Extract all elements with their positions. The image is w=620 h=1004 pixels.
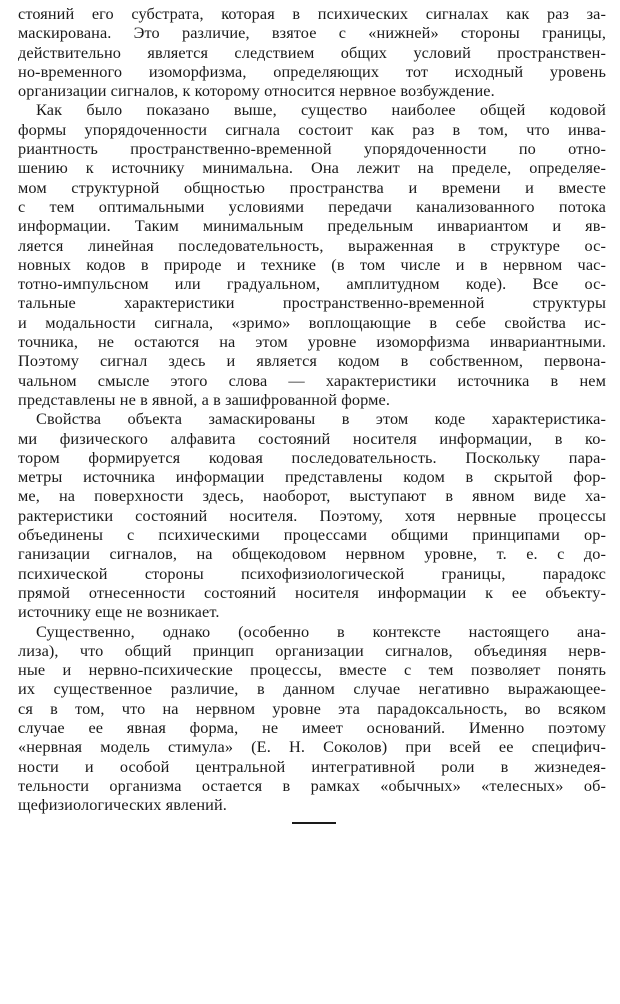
text-line: риантность пространственно-временной упорядоченности по отно-	[18, 139, 606, 159]
text-line: шению к источнику минимальна. Она лежит на пределе, определяе-	[18, 158, 606, 178]
text-line: действительно является следствием общих условий пространствен-	[18, 42, 606, 62]
text-line: «нервная модель стимула» (Е. Н. Соколов) при всей ее специфич-	[18, 737, 606, 757]
text-line: щефизиологических явлений.	[18, 795, 227, 815]
paragraph	[18, 622, 606, 815]
text-line: новных кодов в природе и технике (в том числе и в нервном час-	[18, 254, 606, 274]
text-line: ляется линейная последовательность, выраженная в структуре ос-	[18, 235, 606, 255]
text-line: стояний его субстрата, которая в психических сигналах как раз за-	[18, 4, 606, 23]
page-text	[18, 4, 606, 814]
text-line: тором формируется кодовая последовательность. Поскольку пара-	[18, 447, 606, 467]
paragraph	[18, 100, 606, 409]
text-line: ся в том, что на нервном уровне эта парадоксальность, во всяком	[18, 698, 606, 718]
text-line: ми физического алфавита состояний носителя информации, в ко-	[18, 428, 606, 448]
text-line: тальные характеристики пространственно-временной структуры	[18, 293, 606, 313]
text-line: объединены с психическими процессами общими принципами ор-	[18, 525, 606, 545]
paragraph	[18, 409, 606, 621]
text-line: Поэтому сигнал здесь и является кодом в собственном, первона-	[18, 351, 606, 371]
text-line: информации. Таким минимальным предельным инвариантом и яв-	[18, 216, 606, 236]
text-line: тотно-импульсном или градуальном, амплитудном коде). Все ос-	[18, 274, 606, 294]
text-line: их существенное различие, в данном случае негативно выражающее-	[18, 679, 606, 699]
text-line: ганизации сигналов, на общекодовом нервном уровне, т. е. с до-	[18, 544, 606, 564]
text-line: но-временного изоморфизма, определяющих тот исходный уровень	[18, 61, 606, 81]
text-line: метры источника информации представлены кодом в скрытой фор-	[18, 467, 606, 487]
text-line: организации сигналов, к которому относится нервное возбуждение.	[18, 81, 495, 101]
paragraph	[18, 4, 606, 100]
text-line: представлены не в явной, а в зашифрованной форме.	[18, 389, 391, 409]
text-line: Как было показано выше, существо наиболее общей кодовой	[36, 100, 606, 120]
text-line: ные и нервно-психические процессы, вместе с тем позволяет понять	[18, 660, 606, 680]
text-line: с тем оптимальными условиями передачи канализованного потока	[18, 196, 606, 216]
text-line: психической стороны психофизиологической границы, парадокс	[18, 563, 606, 583]
text-line: Свойства объекта замаскированы в этом коде характеристика-	[36, 409, 606, 429]
text-line: прямой отнесенности состояний носителя информации к ее объекту-	[18, 582, 606, 602]
text-line: мом структурной общностью пространства и времени и вместе	[18, 177, 606, 197]
text-line: Существенно, однако (особенно в контексте настоящего ана-	[36, 621, 606, 641]
text-line: точника, не остаются на этом уровне изоморфизма инвариантными.	[18, 332, 606, 352]
text-line: формы упорядоченности сигнала состоит как раз в том, что инва-	[18, 119, 606, 139]
text-line: ме, на поверхности здесь, наоборот, выступают в явном виде ха-	[18, 486, 606, 506]
text-line: и модальности сигнала, «зримо» воплощающие в себе свойства ис-	[18, 312, 606, 332]
text-line: маскирована. Это различие, взятое с «нижней» стороны границы,	[18, 23, 606, 43]
text-line: тельности организма остается в рамках «обычных» «телесных» об-	[18, 775, 606, 795]
text-line: случае ее явная форма, не имеет оснований. Именно поэтому	[18, 717, 606, 737]
text-line: чальном смысле этого слова — характеристики источника в нем	[18, 370, 606, 390]
text-line: ности и особой центральной интегративной роли в жизнедея-	[18, 756, 606, 776]
section-separator	[292, 822, 336, 824]
text-line: источнику еще не возникает.	[18, 602, 220, 622]
text-line: лиза), что общий принцип организации сигналов, объединяя нерв-	[18, 640, 606, 660]
text-line: рактеристики состояний носителя. Поэтому, хотя нервные процессы	[18, 505, 606, 525]
